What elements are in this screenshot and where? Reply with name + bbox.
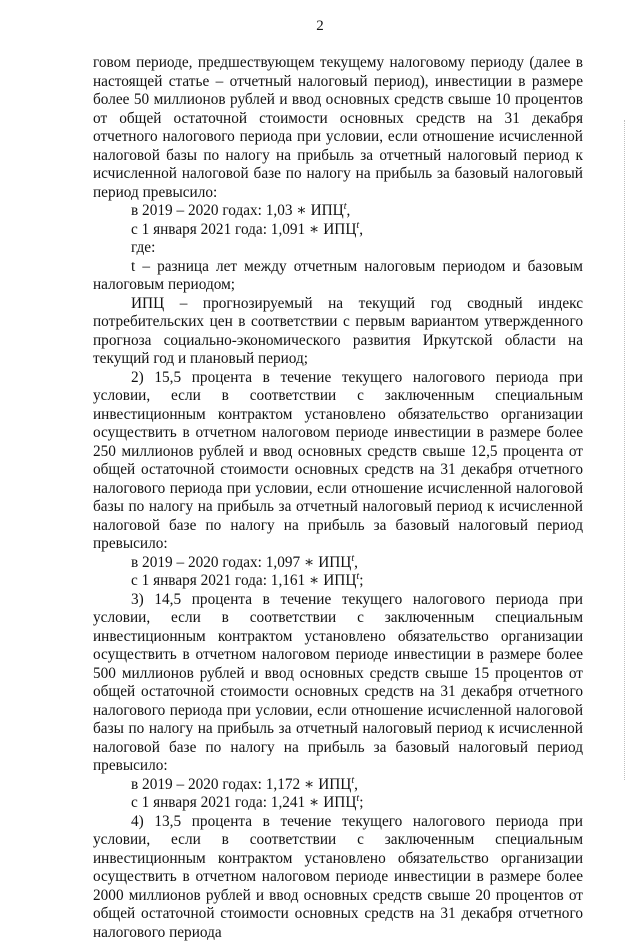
document-body: [93, 54, 583, 942]
formula-2019-2020-a: в 2019 – 2020 годах: 1,03 ∗ ИПЦ$^t$,: [93, 202, 583, 221]
formula-2019-2020-c: в 2019 – 2020 годах: 1,172 ∗ ИПЦ$^t$,: [93, 776, 583, 795]
formula-2021-b: с 1 января 2021 года: 1,161 ∗ ИПЦ$^t$;: [93, 572, 583, 591]
formula-2021-c: с 1 января 2021 года: 1,241 ∗ ИПЦ$^t$;: [93, 794, 583, 813]
paragraph-item-3: 3) 14,5 процента в течение текущего налогового периода при условии, если в соответствии с заключенным специальным инвестиционным контрактом установлено обязательство организации осуществить в отчетном налоговом периоде инвестиции в размере более 500 миллионов рублей и ввод основных средств свыше 15 процентов от общей остаточной стоимости основных средств на 31 декабря отчетного налогового периода при условии, если отношение исчисленной налоговой базы по налогу на прибыль за отчетный налоговый период к исчисленной налоговой базе по налогу на прибыль за базовый налоговый период превысило:: [93, 591, 583, 776]
where-label: где:: [93, 239, 583, 258]
definition-t: t – разница лет между отчетным налоговым периодом и базовым налоговым периодом;: [93, 258, 583, 295]
formula-2021-a: с 1 января 2021 года: 1,091 ∗ ИПЦ$^t$,: [93, 221, 583, 240]
definition-ipc: ИПЦ – прогнозируемый на текущий год сводный индекс потребительских цен в соответствии с первым вариантом утвержденного прогноза социально-экономического развития Иркутской области на текущий год и плановый период;: [93, 295, 583, 369]
formula-2019-2020-b: в 2019 – 2020 годах: 1,097 ∗ ИПЦ$^t$,: [93, 554, 583, 573]
page-number: 2: [0, 18, 640, 35]
scan-margin-mark: [624, 120, 631, 780]
paragraph-item-2: 2) 15,5 процента в течение текущего налогового периода при условии, если в соответствии с заключенным специальным инвестиционным контрактом установлено обязательство организации осуществить в отчетном налоговом периоде инвестиции в размере более 250 миллионов рублей и ввод основных средств свыше 12,5 процента от общей остаточной стоимости основных средств на 31 декабря отчетного налогового периода при условии, если отношение исчисленной налоговой базы по налогу на прибыль за отчетный налоговый период к исчисленной налоговой базе по налогу на прибыль за базовый налоговый период превысило:: [93, 369, 583, 554]
paragraph-item-4: 4) 13,5 процента в течение текущего налогового периода при условии, если в соответствии с заключенным специальным инвестиционным контрактом установлено обязательство организации осуществить в отчетном налоговом периоде инвестиции в размере более 2000 миллионов рублей и ввод основных средств свыше 20 процентов от общей остаточной стоимости основных средств на 31 декабря отчетного налогового периода: [93, 813, 583, 942]
paragraph-continuation: говом периоде, предшествующем текущему налоговому периоду (далее в настоящей статье – отчетный налоговый период), инвестиции в размере более 50 миллионов рублей и ввод основных средств свыше 10 процентов от общей остаточной стоимости основных средств на 31 декабря отчетного налогового периода при условии, если отношение исчисленной налоговой базы по налогу на прибыль за отчетный налоговый период к исчисленной налоговой базе по налогу на прибыль за базовый налоговый период превысило:: [93, 54, 583, 202]
